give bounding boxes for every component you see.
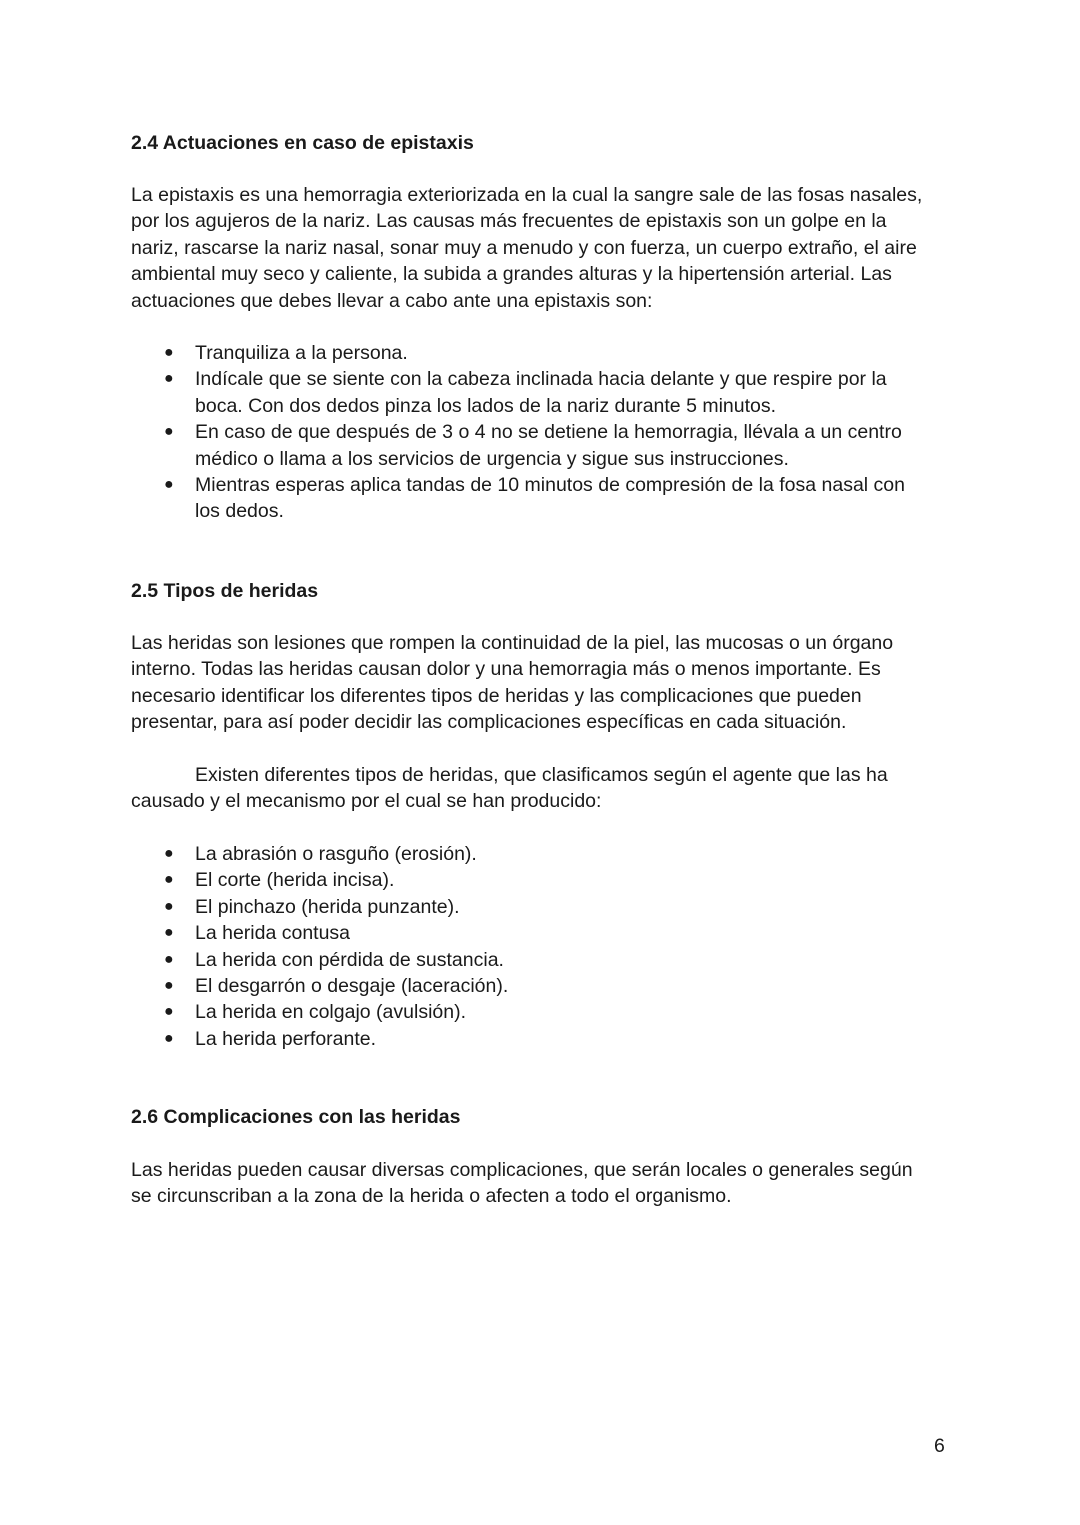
text-line: Las heridas son lesiones que rompen la continuidad de la piel, las mucosas o un órgano [131, 632, 894, 654]
list-item [131, 366, 951, 419]
text-line [131, 762, 951, 788]
list-item [131, 973, 951, 999]
list-item [131, 894, 951, 920]
list-item [131, 947, 951, 973]
text-line: ambiental muy seco y caliente, la subida a grandes alturas y la hipertensión arterial. Las [131, 263, 892, 286]
bullet-icon: ● [164, 1029, 174, 1047]
bullet-icon: ● [164, 370, 174, 388]
list-item-text: La herida en colgajo (avulsión). [195, 1001, 467, 1024]
paragraph-complicaciones [131, 1157, 951, 1210]
list-item-text: El corte (herida incisa). [195, 869, 395, 892]
text-line-content: Existen diferentes tipos de heridas, que clasificamos según el agente que las ha [195, 764, 888, 786]
bullet-icon: ● [164, 476, 174, 494]
list-item [131, 841, 951, 867]
list-item [131, 419, 951, 472]
list-item [131, 1026, 951, 1052]
text-line: actuaciones que debes llevar a cabo ante una epistaxis son: [131, 289, 653, 312]
list-item-text: boca. Con dos dedos pinza los lados de la nariz durante 5 minutos. [195, 394, 777, 417]
bullet-icon: ● [164, 977, 174, 995]
list-item [131, 867, 951, 893]
list-item-text: médico o llama a los servicios de urgencia y sigue sus instrucciones. [195, 447, 789, 470]
wound-types-list [131, 841, 951, 1052]
list-item-text: El pinchazo (herida punzante). [195, 895, 460, 918]
bullet-icon: ● [164, 950, 174, 968]
bullet-icon: ● [164, 871, 174, 889]
list-item [131, 920, 951, 946]
text-line: necesario identificar los diferentes tipos de heridas y las complicaciones que pueden [131, 684, 862, 707]
paragraph-epistaxis [131, 182, 951, 314]
text-line: presentar, para así poder decidir las complicaciones específicas en cada situación. [131, 711, 847, 734]
page-number: 6 [934, 1435, 945, 1457]
list-item [131, 340, 951, 366]
text-line: Las heridas pueden causar diversas complicaciones, que serán locales o generales según [131, 1159, 913, 1181]
text-line: interno. Todas las heridas causan dolor y una hemorragia más o menos importante. Es [131, 658, 881, 681]
text-line: por los agujeros de la nariz. Las causas más frecuentes de epistaxis son un golpe en la [131, 210, 887, 233]
heading-2-6: 2.6 Complicaciones con las heridas [131, 1106, 461, 1128]
text-line: La epistaxis es una hemorragia exteriorizada en la cual la sangre sale de las fosas nasales, [131, 184, 923, 206]
epistaxis-actions-list [131, 340, 951, 525]
list-item-text: La herida contusa [195, 922, 351, 945]
list-item-text: Mientras esperas aplica tandas de 10 minutos de compresión de la fosa nasal con [195, 474, 905, 497]
text-line: nariz, rascarse la nariz nasal, sonar muy a menudo y con fuerza, un cuerpo extraño, el aire [131, 236, 917, 259]
list-item-text: La abrasión o rasguño (erosión). [195, 843, 477, 865]
paragraph-heridas [131, 630, 951, 736]
list-item [131, 472, 951, 525]
bullet-icon: ● [164, 344, 174, 361]
list-item-text: La herida con pérdida de sustancia. [195, 948, 504, 971]
bullet-icon: ● [164, 897, 174, 915]
heading-2-5: 2.5 Tipos de heridas [131, 580, 319, 602]
list-item-text: El desgarrón o desgaje (laceración). [195, 975, 509, 998]
list-item [131, 999, 951, 1025]
bullet-icon: ● [164, 924, 174, 942]
text-line: causado y el mecanismo por el cual se han producido: [131, 790, 602, 813]
heading-2-4: 2.4 Actuaciones en caso de epistaxis [131, 132, 474, 154]
list-item-text: Indícale que se siente con la cabeza inclinada hacia delante y que respire por la [195, 368, 887, 391]
text-line: se circunscriban a la zona de la herida o afecten a todo el organismo. [131, 1185, 732, 1208]
bullet-icon: ● [164, 423, 174, 441]
list-item-text: Tranquiliza a la persona. [195, 342, 408, 364]
list-item-text: La herida perforante. [195, 1027, 377, 1050]
list-item-text: En caso de que después de 3 o 4 no se detiene la hemorragia, llévala a un centro [195, 421, 902, 444]
bullet-icon: ● [164, 845, 174, 862]
list-item-text: los dedos. [195, 500, 284, 523]
paragraph-tipos-heridas [131, 762, 951, 815]
bullet-icon: ● [164, 1003, 174, 1021]
